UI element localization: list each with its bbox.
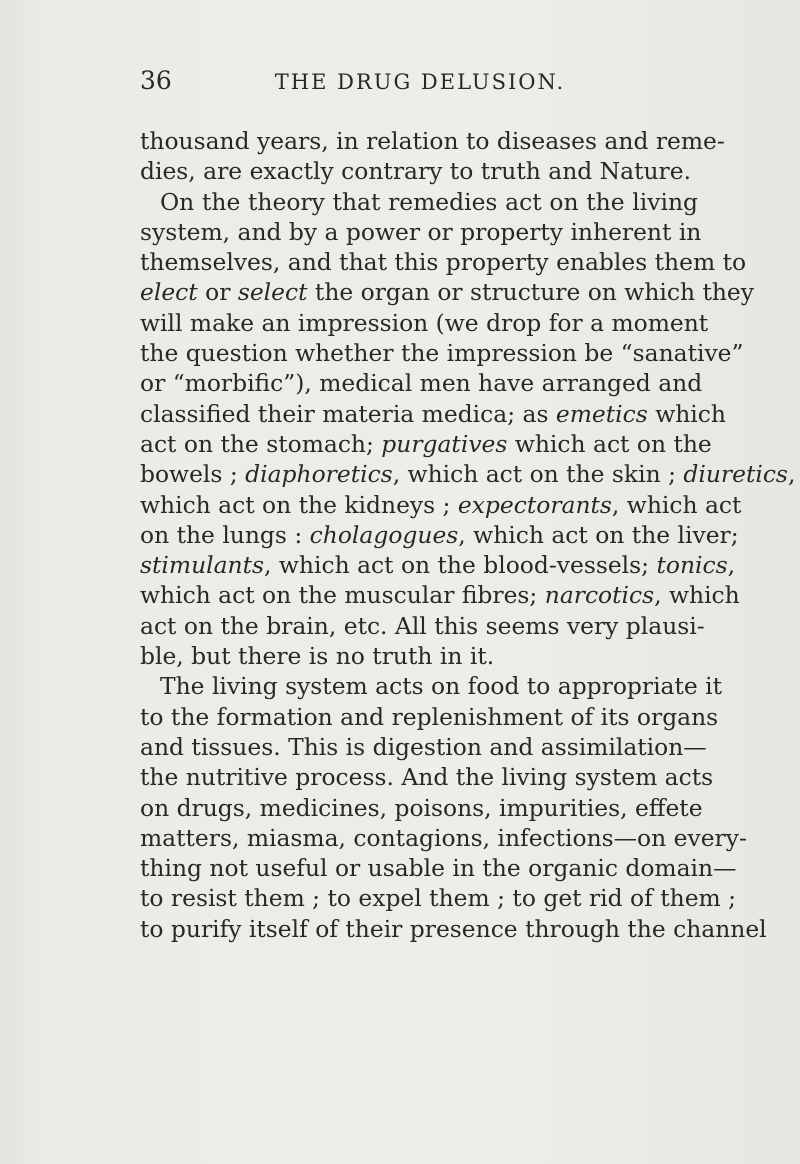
body-text: [140, 126, 796, 944]
italic-term: narcotics: [544, 581, 655, 610]
text-segment: the question whether the impression be “sanative”: [140, 339, 744, 368]
text-segment: thousand years, in relation to diseases and reme-: [140, 127, 725, 155]
text-line: [140, 883, 737, 913]
text-line: [140, 611, 705, 641]
text-segment: ,: [727, 551, 736, 580]
text-line: [140, 793, 703, 823]
text-line: [140, 520, 739, 550]
page-header: [140, 66, 700, 106]
text-segment: act on the brain, etc. All this seems very plausi-: [140, 611, 705, 640]
text-line: [140, 277, 754, 307]
page-number: 36: [140, 66, 172, 95]
text-line: [140, 580, 740, 610]
text-segment: and tissues. This is digestion and assimilation—: [140, 732, 707, 761]
text-segment: ,: [787, 460, 796, 489]
text-segment: dies, are exactly contrary to truth and Nature.: [140, 157, 692, 186]
text-line: [140, 762, 714, 792]
text-segment: matters, miasma, contagions, infections—on every-: [140, 823, 747, 852]
text-segment: on the lungs :: [140, 520, 310, 549]
text-line: [140, 247, 747, 277]
italic-term: tonics: [656, 551, 728, 580]
italic-term: emetics: [555, 399, 648, 428]
text-line: [140, 550, 736, 580]
text-line: [140, 732, 707, 762]
italic-term: select: [237, 278, 308, 307]
text-line: [140, 399, 726, 429]
text-segment: On the theory that remedies act on the living: [160, 187, 698, 216]
text-segment: , which act on the skin ;: [392, 460, 684, 489]
text-segment: act on the stomach;: [140, 429, 382, 458]
text-segment: or “morbific”), medical men have arranged and: [140, 369, 703, 398]
running-title: THE DRUG DELUSION.: [274, 70, 566, 94]
text-segment: or: [197, 278, 238, 307]
text-line: [140, 368, 703, 398]
text-segment: the nutritive process. And the living system acts: [140, 763, 714, 792]
text-segment: which act on the muscular fibres;: [140, 581, 545, 610]
text-segment: which act on the kidneys ;: [140, 490, 458, 519]
text-segment: which: [647, 399, 726, 428]
text-line: [140, 641, 698, 671]
text-line: [140, 338, 744, 368]
text-line: [140, 459, 796, 489]
text-line: [140, 156, 698, 186]
text-segment: to the formation and replenishment of its organs: [140, 702, 719, 731]
text-segment: bowels ;: [140, 460, 246, 489]
text-segment: system, and by a power or property inherent in: [140, 217, 702, 246]
text-segment: to resist them ; to expel them ; to get rid of them ;: [140, 884, 737, 913]
text-segment: thing not useful or usable in the organic domain—: [140, 854, 737, 883]
italic-term: diaphoretics: [245, 460, 393, 489]
text-line: [140, 187, 698, 217]
text-segment: , which act: [611, 490, 742, 519]
text-segment: themselves, and that this property enables them to: [140, 248, 747, 277]
text-line: [140, 702, 719, 732]
text-line: [140, 217, 702, 247]
italic-term: elect: [140, 278, 198, 307]
text-line: [140, 823, 747, 853]
text-line: [140, 308, 709, 338]
text-segment: , which act on the liver;: [458, 520, 739, 549]
text-segment: classified their materia medica; as: [140, 399, 556, 428]
text-line: [140, 671, 723, 701]
text-segment: to purify itself of their presence through the channel: [140, 914, 767, 943]
text-segment: on drugs, medicines, poisons, impurities, effete: [140, 793, 703, 822]
text-segment: , which act on the blood-vessels;: [264, 551, 657, 580]
text-line: [140, 914, 767, 944]
italic-term: purgatives: [381, 429, 508, 458]
italic-term: cholagogues: [309, 520, 459, 549]
text-line: [140, 853, 737, 883]
text-line: [140, 126, 725, 156]
text-segment: which act on the: [507, 429, 712, 458]
text-segment: , which: [654, 581, 740, 610]
text-segment: The living system acts on food to appropriate it: [160, 672, 723, 701]
text-segment: the organ or structure on which they: [307, 278, 754, 307]
text-line: [140, 490, 742, 520]
text-line: [140, 429, 712, 459]
italic-term: stimulants: [140, 551, 265, 580]
italic-term: diuretics: [683, 460, 788, 489]
text-segment: ble, but there is no truth in it.: [140, 642, 495, 671]
text-segment: will make an impression (we drop for a moment: [140, 308, 709, 337]
italic-term: expectorants: [457, 490, 612, 519]
